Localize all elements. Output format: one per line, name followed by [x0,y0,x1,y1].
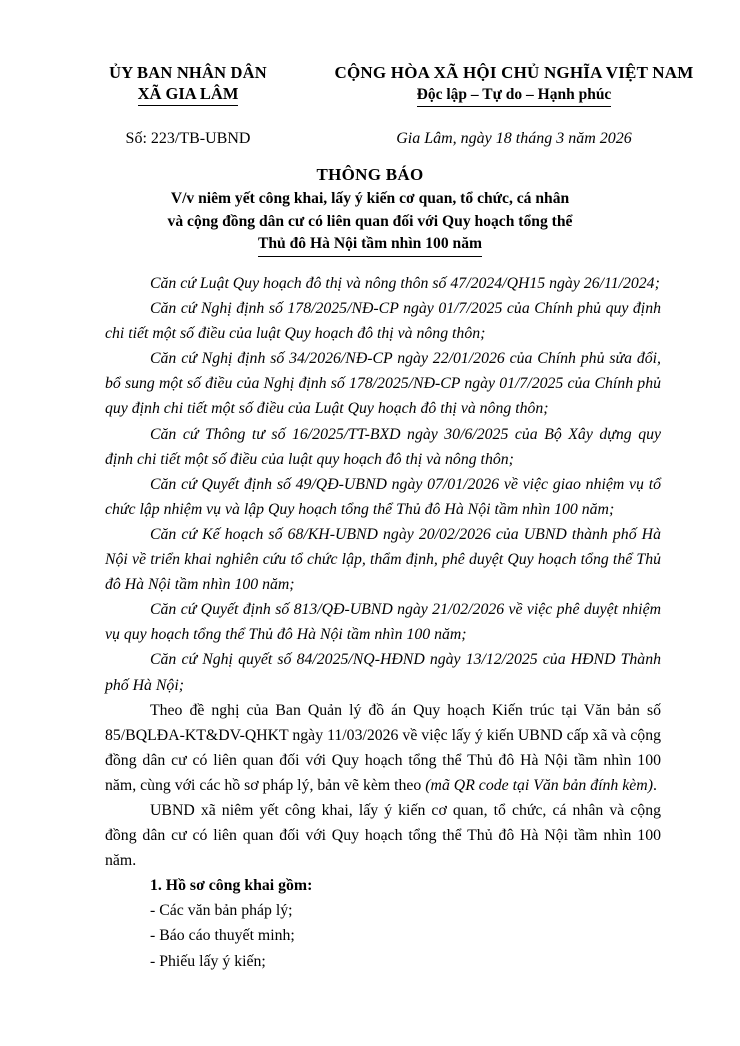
document-number: Số: 223/TB-UBND [125,130,251,147]
legal-citation-3: Căn cứ Nghị định số 34/2026/NĐ-CP ngày 22/01/2026 của Chính phủ sửa đổi, bổ sung một số điều của Nghị định số 178/2025/NĐ-CP ngày 01/7/2025 của Chính phủ quy định chi tiết một số điều của Luật Quy hoạch đô thị và nông thôn; [105,350,661,418]
list-item: - Phiếu lấy ý kiến; [150,952,266,970]
legal-citation-1: Căn cứ Luật Quy hoạch đô thị và nông thôn số 47/2024/QH15 ngày 26/11/2024; [150,275,660,292]
country-name: CỘNG HÒA XÃ HỘI CHỦ NGHĨA VIỆT NAM [334,63,694,82]
proposal-paragraph [105,698,661,798]
subject-line-3 [70,233,670,257]
proposal-qr-note: (mã QR code tại Văn bản đính kèm) [425,776,653,794]
national-heading [314,62,714,107]
legal-citation-5: Căn cứ Quyết định số 49/QĐ-UBND ngày 07/01/2026 về việc giao nhiệm vụ tổ chức lập nhiệm vụ và lập Quy hoạch tổng thể Thủ đô Hà Nội tầm nhìn 100 năm; [105,475,661,518]
authority-line-2 [62,83,314,106]
proposal-tail: . [652,776,657,794]
national-motto [314,84,714,107]
list-item: - Các văn bản pháp lý; [150,902,293,920]
proposal-main-text: Theo đề nghị của Ban Quản lý đồ án Quy hoạch Kiến trúc tại Văn bản số 85/BQLĐA-KT&DV-QHKT ngày 11/03/2026 về việc lấy ý kiến UBND cấp xã và cộng đồng dân cư có liên quan đối với Quy hoạch tổng thể Thủ đô Hà Nội tầm nhìn 100 năm, cùng với các hồ sơ pháp lý, bản vẽ kèm theo [105,701,661,794]
document-date: Gia Lâm, ngày 18 tháng 3 năm 2026 [396,130,632,147]
announcement-paragraph: UBND xã niêm yết công khai, lấy ý kiến cơ quan, tổ chức, cá nhân và cộng đồng dân cư có liên quan đối với Quy hoạch tổng thể Thủ đô Hà Nội tầm nhìn 100 năm. [105,801,661,870]
number-date-row [0,130,740,148]
subject-line-2: và cộng đồng dân cư có liên quan đối với Quy hoạch tổng thể [167,212,573,230]
document-type-title: THÔNG BÁO [316,165,424,184]
title-block [70,163,670,257]
legal-citation-7: Căn cứ Quyết định số 813/QĐ-UBND ngày 21/02/2026 về việc phê duyệt nhiệm vụ quy hoạch tổng thể Thủ đô Hà Nội tầm nhìn 100 năm; [105,601,661,644]
subject-line-1: V/v niêm yết công khai, lấy ý kiến cơ quan, tổ chức, cá nhân [170,190,570,207]
document-header [0,62,740,107]
legal-citation-8: Căn cứ Nghị quyết số 84/2025/NQ-HĐND ngày 13/12/2025 của HĐND Thành phố Hà Nội; [105,651,661,694]
document-subject [70,188,670,257]
subject-line-3-underlined: Thủ đô Hà Nội tầm nhìn 100 năm [258,233,482,257]
legal-citation-6: Căn cứ Kế hoạch số 68/KH-UBND ngày 20/02/2026 của UBND thành phố Hà Nội về triển khai nghiên cứu tổ chức lập, thẩm định, phê duyệt Quy hoạch tổng thể Thủ đô Hà Nội tầm nhìn 100 năm; [105,525,661,594]
legal-citation-4: Căn cứ Thông tư số 16/2025/TT-BXD ngày 30/6/2025 của Bộ Xây dựng quy định chi tiết một số điều của luật quy hoạch đô thị và nông thôn; [105,425,661,468]
list-item: - Báo cáo thuyết minh; [150,927,295,945]
authority-line-1: ỦY BAN NHÂN DÂN [109,63,267,82]
motto-underlined: Độc lập – Tự do – Hạnh phúc [417,84,612,107]
authority-name-underlined: XÃ GIA LÂM [138,83,239,106]
issuing-authority [62,62,314,106]
document-body [105,271,661,974]
legal-citation-2: Căn cứ Nghị định số 178/2025/NĐ-CP ngày 01/7/2025 của Chính phủ quy định chi tiết một số điều của luật Quy hoạch đô thị và nông thôn; [105,300,661,343]
section-1-heading: 1. Hồ sơ công khai gồm: [150,877,313,895]
